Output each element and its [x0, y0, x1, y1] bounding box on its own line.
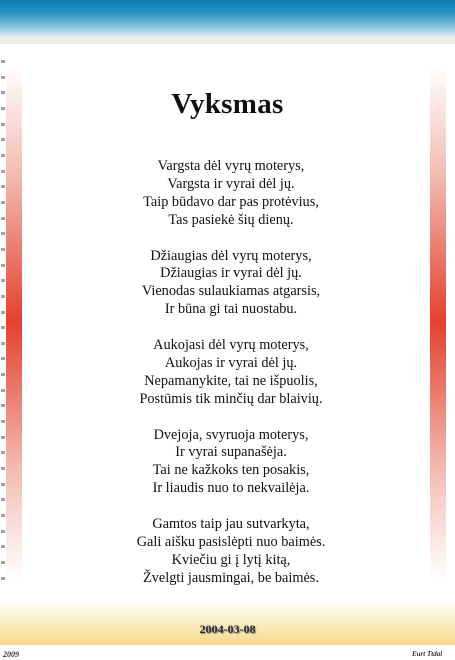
footer-author-signature: Eurt Ttdal — [412, 650, 443, 658]
poem-line: Ir vyrai supanašėja. — [175, 444, 287, 461]
poem-body — [0, 158, 455, 606]
stanza — [0, 516, 455, 588]
poem-line: Gali aišku pasislėpti nuo baimės. — [136, 533, 326, 550]
poem-line: Vargsta dėl vyrų moterys, — [157, 158, 305, 174]
poem-line: Vargsta ir vyrai dėl jų. — [167, 175, 295, 192]
poem-line: Kviečiu gi į lytį kitą, — [171, 551, 291, 568]
poem-line: Tai ne kažkoks ten posakis, — [152, 462, 310, 479]
top-header-band — [0, 0, 455, 44]
poem-line: Gamtos taip jau sutvarkyta, — [152, 516, 310, 533]
poem-line: Džiaugias ir vyrai dėl jų. — [160, 265, 302, 282]
poem-line: Postūmis tik minčių dar blaivių. — [139, 390, 323, 407]
poem-line: Vienodas sulaukiamas atgarsis, — [141, 283, 321, 300]
poem-line: Dvejoja, svyruoja moterys, — [153, 426, 309, 443]
poem-line: Žvelgti jausmingai, be baimės. — [143, 569, 319, 586]
edge-mark — [1, 154, 5, 157]
poem-line: Aukojas ir vyrai dėl jų. — [164, 354, 298, 371]
stanza — [0, 337, 455, 409]
poem-line: Aukojasi dėl vyrų moterys, — [153, 337, 309, 354]
edge-mark — [1, 138, 5, 141]
footer-strip — [0, 645, 455, 660]
stanza — [0, 158, 455, 230]
poem-line: Džiaugias dėl vyrų moterys, — [150, 247, 312, 264]
edge-mark — [1, 123, 5, 126]
poem-title: Vyksmas — [171, 88, 284, 120]
poem-line: Taip būdavo dar pas protėvius, — [143, 193, 319, 210]
poem-line: Tas pasiekė šių dienų. — [168, 211, 294, 228]
edge-mark — [1, 76, 5, 79]
edge-mark — [1, 60, 5, 63]
poem-line: Nepamanykite, tai ne išpuolis, — [144, 372, 318, 389]
poem-line: Ir būna gi tai nuostabu. — [164, 301, 298, 318]
poem-date: 2004-03-08 — [199, 622, 256, 636]
poem-line: Ir liaudis nuo to nekvailėja. — [152, 480, 310, 497]
footer-year: 2009 — [3, 650, 19, 659]
stanza — [0, 427, 455, 499]
stanza — [0, 248, 455, 320]
